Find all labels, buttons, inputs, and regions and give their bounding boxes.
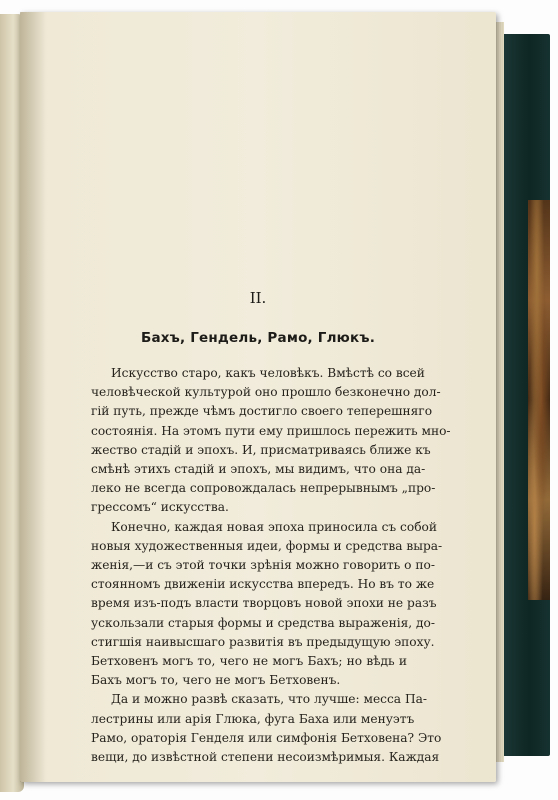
text-line: Бахъ могъ то, чего не могъ Бетховенъ. xyxy=(91,673,341,688)
text-line: Да и можно развѣ сказать, что лучше: месса Па- xyxy=(111,692,427,707)
book-page xyxy=(20,12,496,782)
text-line: смѣнѣ этихъ стадій и эпохъ, мы видимъ, что она да- xyxy=(91,462,426,477)
chapter-title: Бахъ, Гендель, Рамо, Глюкъ. xyxy=(140,330,376,346)
text-line: человѣческой культурой оно прошло безконечно дол- xyxy=(91,385,441,400)
chapter-number: II. xyxy=(249,289,267,307)
text-line: Бетховенъ могъ то, чего не могъ Бахъ; но вѣдь и xyxy=(91,654,407,669)
text-line: вещи, до извѣстной степени несоизмѣримыя. Каждая xyxy=(91,750,440,765)
spine-shadow xyxy=(20,12,46,782)
text-line: ускользали старыя формы и средства выраженія, до- xyxy=(91,615,435,630)
text-line: женія,—и съ этой точки зрѣнія можно говорить о по- xyxy=(91,558,435,573)
body-text xyxy=(91,364,451,767)
text-line: стигшія наивысшаго развитія въ предыдущую эпоху. xyxy=(91,634,435,649)
text-line: стоянномъ движеніи искусства впередъ. Но въ то же xyxy=(91,577,435,592)
text-line: время изъ-подъ власти творцовъ новой эпохи не разъ xyxy=(91,596,437,611)
text-line: Рамо, ораторія Генделя или симфонія Бетховена? Это xyxy=(91,730,442,745)
text-line: леко не всегда сопровождалась непрерывнымъ „про- xyxy=(91,481,436,496)
text-line: Конечно, каждая новая эпоха приносила съ собой xyxy=(111,519,438,534)
text-line: жество стадій и эпохъ. И, присматриваясь ближе къ xyxy=(91,442,431,457)
text-line: лестрины или арія Глюка, фуга Баха или менуэтъ xyxy=(91,711,415,726)
text-line: Искусство старо, какъ человѣкъ. Вмѣстѣ со всей xyxy=(111,366,425,380)
marbled-cover-edge xyxy=(528,200,550,600)
text-line: состоянія. На этомъ пути ему пришлось пережить мно- xyxy=(91,423,451,438)
text-line: грессомъ“ искусства. xyxy=(91,500,229,515)
text-line: новыя художественныя идеи, формы и средства выра- xyxy=(91,538,443,553)
text-line: гій путь, прежде чѣмъ достигло своего теперешняго xyxy=(91,404,433,419)
